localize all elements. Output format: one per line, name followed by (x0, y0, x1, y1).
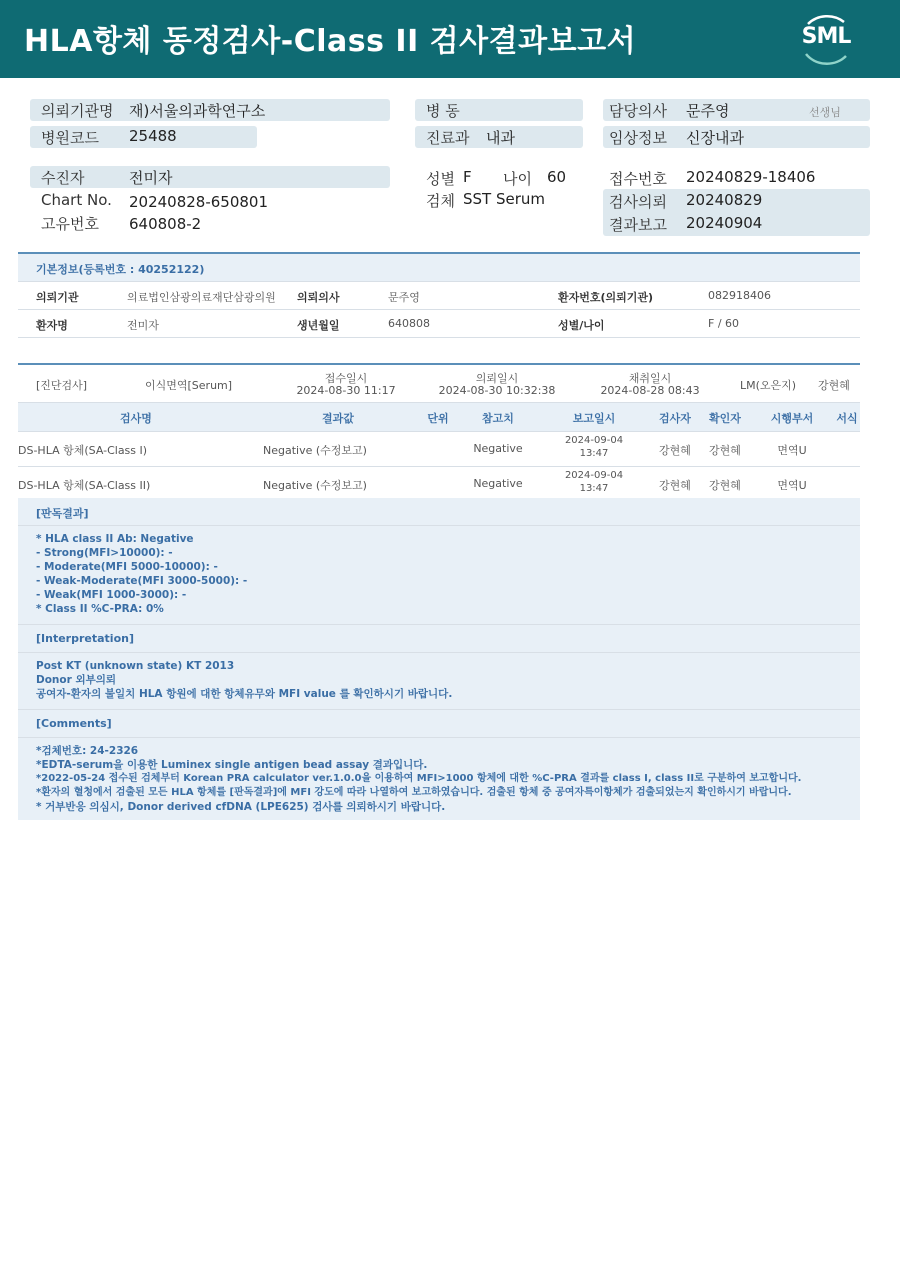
code-label: 병원코드 (41, 129, 99, 147)
interpretation-heading: [Interpretation] (36, 632, 134, 645)
interpret-heading-row (18, 498, 860, 526)
interpretation-line: Donor 외부의뢰 (36, 674, 117, 686)
basic-dob-label: 생년월일 (297, 319, 340, 332)
basic-row-2 (18, 310, 860, 338)
basic-heading: 기본정보(등록번호 : 40252122) (36, 263, 205, 276)
row-checker: 강현혜 (709, 479, 741, 492)
col-dept: 시행부서 (770, 412, 814, 425)
doctor-value: 문주영 (686, 102, 730, 120)
basic-sexage-label: 성별/나이 (558, 319, 605, 332)
sex-label: 성별 (426, 170, 455, 188)
logo-text: SML (801, 24, 851, 49)
diag-value: 이식면역[Serum] (145, 379, 233, 392)
comment-line: *환자의 혈청에서 검출된 모든 HLA 항체를 [판독결과]에 MFI 강도에 따라 나열하여 보고하였습니다. 검출된 항체 중 공여자특이항체가 검출되었는지 확인하시기 바랍니다. (36, 787, 792, 798)
doctor-suffix: 선생님 (809, 106, 841, 119)
basic-doc-label: 의뢰의사 (297, 291, 340, 304)
row-dept: 면역U (777, 444, 807, 457)
dept-value: 내과 (486, 129, 515, 147)
interpretation-line: 공여자-환자의 불일치 HLA 항원에 대한 항체유무와 MFI value 를 확인하시기 바랍니다. (36, 688, 453, 700)
basic-dob-value: 640808 (388, 317, 430, 330)
col-unit: 단위 (427, 412, 449, 425)
comments-body (18, 738, 860, 820)
receipt-value: 20240829-18406 (686, 168, 816, 186)
request-label: 검사의뢰 (609, 193, 667, 211)
specimen-value: SST Serum (463, 190, 546, 208)
report-value: 20240904 (686, 214, 763, 232)
interpret-line: - Moderate(MFI 5000-10000): - (36, 561, 218, 573)
basic-heading-row (18, 254, 860, 282)
exam-column-header (18, 403, 860, 432)
col-result: 결과값 (322, 412, 354, 425)
row-tester: 강현혜 (659, 444, 691, 457)
recv-value: 2024-08-30 11:17 (296, 384, 396, 397)
recv-label: 접수일시 (324, 372, 368, 385)
basic-row-1 (18, 282, 860, 310)
code-value: 25488 (129, 127, 177, 145)
receipt-label: 접수번호 (609, 170, 667, 188)
table-row (18, 467, 860, 501)
basic-pid-value: 082918406 (708, 289, 771, 302)
row-test-name: DS-HLA 항체(SA-Class II) (18, 479, 151, 492)
basic-name-value: 전미자 (127, 319, 159, 332)
basic-inst-label: 의뢰기관 (36, 291, 79, 304)
exam-person: 강현혜 (818, 379, 850, 392)
ward-label: 병 동 (426, 102, 460, 120)
interpret-line: - Weak(MFI 1000-3000): - (36, 589, 187, 601)
report-title: HLA항체 동정검사-Class II 검사결과보고서 (24, 24, 637, 59)
row-test-name: DS-HLA 항체(SA-Class I) (18, 444, 148, 457)
basic-doc-value: 문주영 (388, 291, 420, 304)
row-time: 13:47 (579, 448, 609, 459)
interpretation-line: Post KT (unknown state) KT 2013 (36, 660, 235, 672)
report-banner (0, 0, 900, 78)
draw-label: 채취일시 (628, 372, 672, 385)
req-label: 의뢰일시 (475, 372, 519, 385)
comments-heading: [Comments] (36, 717, 112, 730)
basic-inst-value: 의료법인삼광의료재단삼광의원 (127, 291, 276, 304)
report-label: 결과보고 (609, 216, 667, 234)
age-label: 나이 (503, 170, 532, 188)
interpretation-body (18, 653, 860, 710)
patient-label: 수진자 (41, 169, 85, 187)
comment-line: *2022-05-24 접수된 검체부터 Korean PRA calculator ver.1.0.0을 이용하여 MFI>1000 항체에 대한 %C-PRA 결과를 class I, class II로 구분하여 보고합니다. (36, 773, 802, 784)
chart-label: Chart No. (41, 191, 112, 209)
interpret-line: - Weak-Moderate(MFI 3000-5000): - (36, 575, 248, 587)
row-result: Negative (수정보고) (263, 444, 367, 457)
request-value: 20240829 (686, 191, 763, 209)
chart-value: 20240828-650801 (129, 193, 269, 211)
interpret-line: * Class II %C-PRA: 0% (36, 603, 164, 615)
row-tester: 강현혜 (659, 479, 691, 492)
col-form: 서식 (836, 412, 858, 425)
comment-line: *EDTA-serum을 이용한 Luminex single antigen bead assay 결과입니다. (36, 759, 428, 771)
row-dept: 면역U (777, 479, 807, 492)
uid-value: 640808-2 (129, 215, 202, 233)
interpret-body (18, 526, 860, 625)
comment-line: *검체번호: 24-2326 (36, 745, 139, 757)
basic-sexage-value: F / 60 (708, 317, 740, 330)
interpret-heading: [판독결과] (36, 507, 89, 520)
lm-name: LM(오은지) (740, 379, 797, 392)
interpret-line: * HLA class II Ab: Negative (36, 533, 194, 545)
row-ref: Negative (473, 442, 523, 455)
clinic-label: 임상정보 (609, 129, 667, 147)
row-result: Negative (수정보고) (263, 479, 367, 492)
row-date: 2024-09-04 (564, 435, 624, 446)
comment-line: * 거부반응 의심시, Donor derived cfDNA (LPE625) 검사를 의뢰하시기 바랍니다. (36, 801, 446, 813)
inst-value: 재)서울의과학연구소 (129, 102, 266, 120)
inst-label: 의뢰기관명 (41, 102, 114, 120)
comments-heading-row (18, 710, 860, 738)
doctor-label: 담당의사 (609, 102, 667, 120)
notes-section (18, 498, 860, 820)
exam-meta-row (18, 365, 860, 403)
col-checker: 확인자 (709, 412, 741, 425)
specimen-label: 검체 (426, 192, 455, 210)
interpretation-heading-row (18, 625, 860, 653)
row-checker: 강현혜 (709, 444, 741, 457)
exam-section (18, 363, 860, 500)
draw-value: 2024-08-28 08:43 (600, 384, 700, 397)
diag-label: [진단검사] (36, 379, 88, 392)
row-time: 13:47 (579, 483, 609, 494)
col-date: 보고일시 (572, 412, 616, 425)
age-value: 60 (547, 168, 567, 186)
table-row (18, 432, 860, 467)
row-date: 2024-09-04 (564, 470, 624, 481)
basic-info-section (18, 252, 860, 338)
sex-value: F (463, 168, 472, 186)
patient-value: 전미자 (129, 169, 173, 187)
col-tester: 검사자 (659, 412, 691, 425)
basic-name-label: 환자명 (36, 319, 68, 332)
interpret-line: - Strong(MFI>10000): - (36, 547, 173, 559)
basic-pid-label: 환자번호(의뢰기관) (558, 291, 654, 304)
col-name: 검사명 (120, 412, 152, 425)
req-value: 2024-08-30 10:32:38 (438, 384, 556, 397)
col-ref: 참고치 (482, 412, 514, 425)
sml-logo (796, 10, 856, 68)
dept-label: 진료과 (426, 129, 470, 147)
uid-label: 고유번호 (41, 215, 99, 233)
row-ref: Negative (473, 477, 523, 490)
clinic-value: 신장내과 (686, 129, 744, 147)
